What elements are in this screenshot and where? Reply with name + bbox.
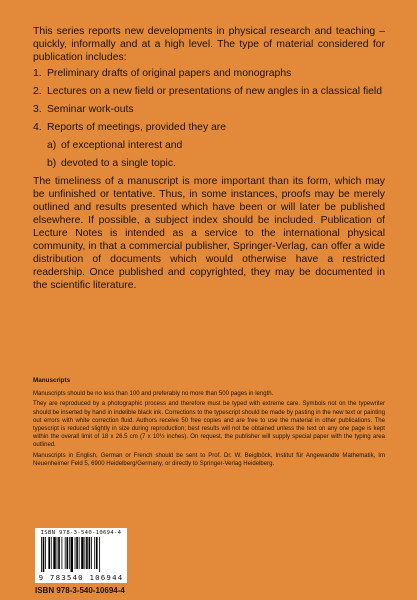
list-number: 1. — [33, 68, 42, 79]
barcode-isbn-text: ISBN 978-3-540-10694-4 — [40, 530, 122, 536]
barcode-digits: 9 783540 106944 — [38, 573, 124, 582]
sub-item-text: devoted to a single topic. — [61, 158, 176, 169]
list-item-1 — [33, 67, 385, 80]
manuscripts-preparation-note: They are reproduced by a photographic process and therefore must be typed with extreme care. Symbols not on the typewriter should be inserted by hand in indelible black ink. Corrections to the typescript should be made by pasting in the new text or painting out errors with white correction fluid. Authors receive 50 free copies and are free to use the material in other publications. The typescript is reduced slightly in size during reproduction; best results will not be obtained unless the text on any one page is kept within the overall limit of 18 x 26.5 cm (7 x 10½ inches). On request, the publisher will supply special paper with the typing area outlined. — [33, 401, 385, 449]
manuscripts-section — [33, 377, 385, 470]
sub-item-letter: b) — [47, 158, 57, 169]
sub-item-letter: a) — [47, 140, 57, 151]
list-item-3 — [33, 103, 385, 116]
list-text: Lectures on a new field or presentations of new angles in a classical field — [47, 86, 383, 97]
series-description — [33, 25, 385, 292]
sub-item-b — [47, 157, 385, 170]
barcode-label — [35, 528, 127, 583]
intro-text: This series reports new developments in physical research and teaching – quickly, informally and at a high level. The type of material considered for publication includes: — [33, 26, 385, 63]
list-item-4 — [33, 121, 385, 134]
sub-item-text: of exceptional interest and — [61, 140, 183, 151]
list-text: Preliminary drafts of original papers and monographs — [47, 68, 292, 79]
list-number: 3. — [33, 104, 42, 115]
isbn-number: ISBN 978-3-540-10694-4 — [35, 586, 125, 595]
sub-item-a — [47, 139, 385, 152]
list-item-2 — [33, 85, 385, 98]
list-number: 2. — [33, 86, 42, 97]
body-paragraph: The timeliness of a manuscript is more important than its form, which may be unfinished or tentative. Thus, in some instances, proofs may be merely outlined and results presented which have been or will later be published elsewhere. If possible, a subject index should be included. Publication of Lecture Notes is intended as a service to the international physical community, in that a commercial publisher, Springer-Verlag, can offer a wide distribution of documents which would otherwise have a restricted readership. Once published and copyrighted, they may be documented in the scientific literature. — [33, 176, 385, 291]
manuscripts-submission-note: Manuscripts in English, German or French should be sent to Prof. Dr. W. Beiglböck, Institut für Angewandte Mathematik, Im Neuenheimer Feld 5, 6900 Heidelberg/Germany, or directly to Springer-Verlag Heidelberg. — [33, 452, 385, 467]
barcode-icon — [41, 537, 121, 572]
list-number: 4. — [33, 122, 42, 133]
manuscripts-heading: Manuscripts — [33, 377, 71, 384]
list-text: Seminar work-outs — [47, 104, 134, 115]
list-text: Reports of meetings, provided they are — [47, 122, 227, 133]
manuscripts-length-note: Manuscripts should be no less than 100 and preferably no more than 500 pages in length. — [33, 391, 274, 398]
